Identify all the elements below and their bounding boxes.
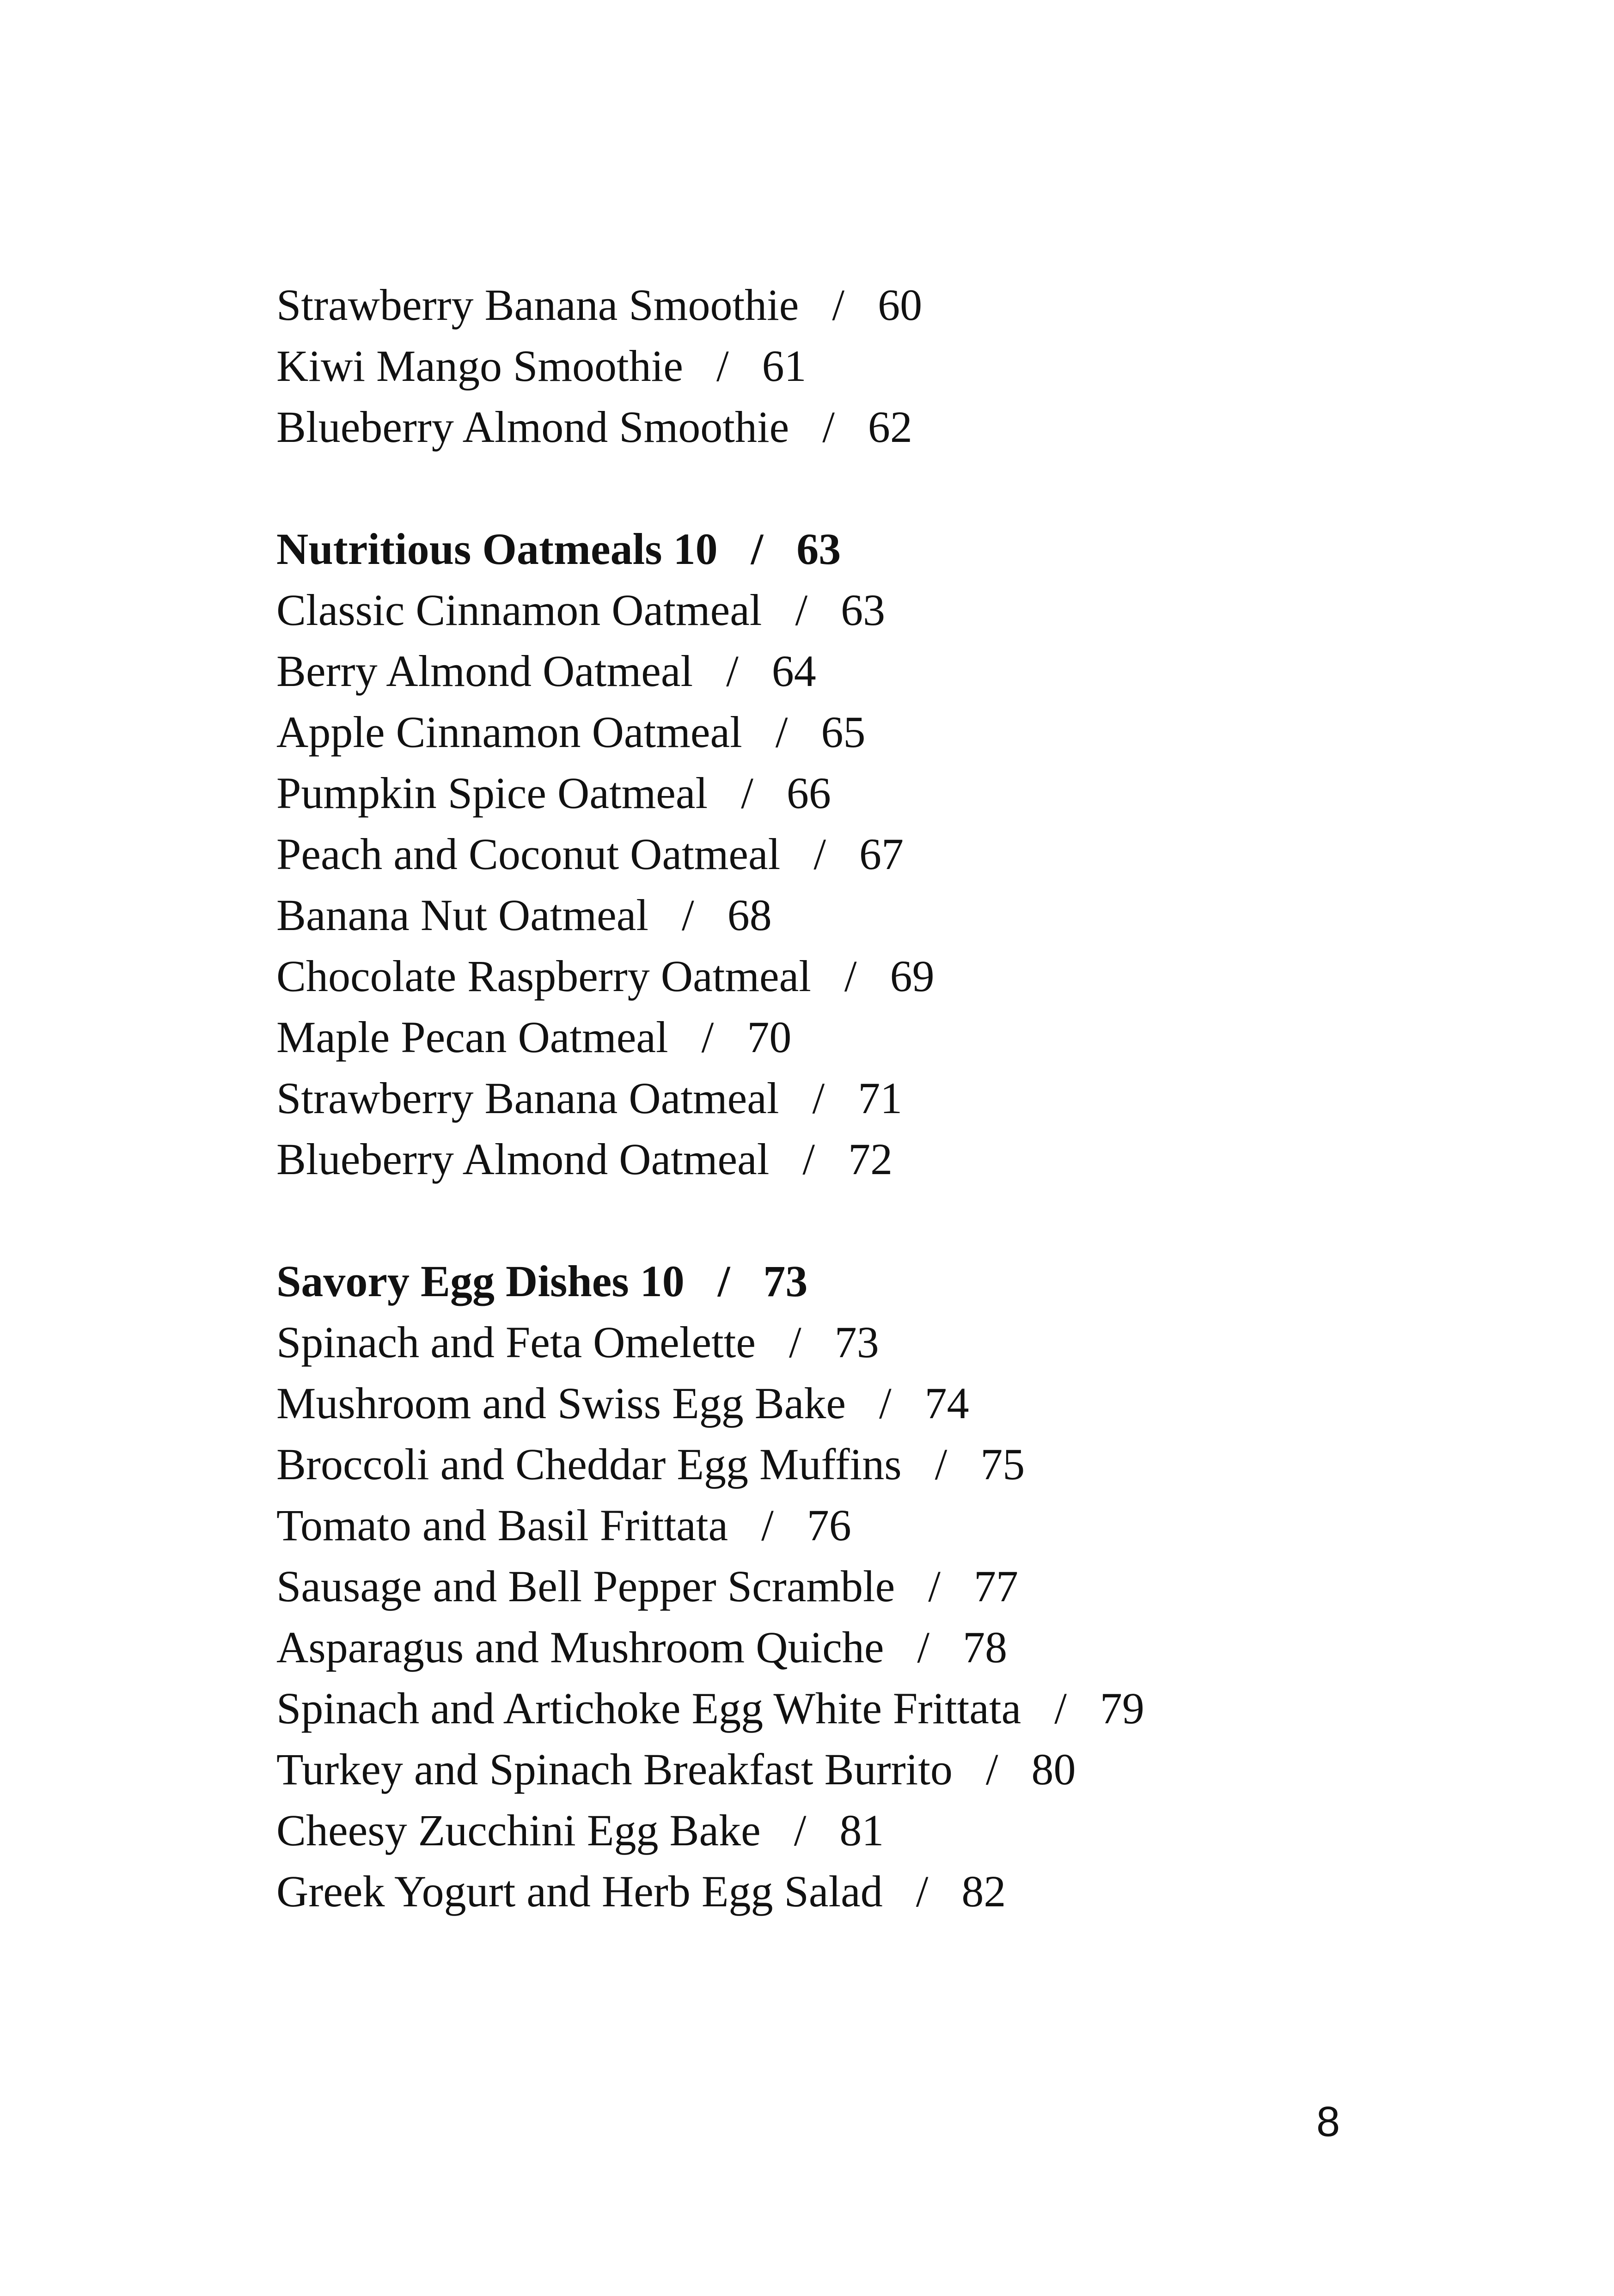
entry-title: Blueberry Almond Smoothie — [276, 402, 789, 452]
entry-page: 64 — [771, 646, 816, 696]
entry-title: Asparagus and Mushroom Quiche — [276, 1623, 884, 1672]
toc-section-heading[interactable] — [276, 1251, 1478, 1312]
entry-page: 78 — [963, 1623, 1008, 1672]
toc-entry[interactable] — [276, 702, 1478, 763]
entry-separator: / — [775, 707, 788, 757]
entry-page: 75 — [980, 1439, 1025, 1489]
entry-page: 62 — [868, 402, 912, 452]
entry-title: Classic Cinnamon Oatmeal — [276, 585, 762, 635]
entry-title: Chocolate Raspberry Oatmeal — [276, 951, 811, 1001]
entry-separator: / — [879, 1378, 892, 1428]
entry-page: 63 — [841, 585, 886, 635]
entry-title: Turkey and Spinach Breakfast Burrito — [276, 1745, 953, 1794]
toc-section-heading[interactable] — [276, 519, 1478, 580]
toc-entry[interactable] — [276, 1007, 1478, 1068]
toc-entry[interactable] — [276, 580, 1478, 641]
entry-page: 67 — [859, 829, 904, 879]
entry-title: Pumpkin Spice Oatmeal — [276, 768, 708, 818]
entry-separator: / — [822, 402, 835, 452]
toc-entry[interactable] — [276, 641, 1478, 702]
entry-page: 82 — [961, 1867, 1006, 1916]
entry-separator: / — [789, 1317, 801, 1367]
heading-title: Nutritious Oatmeals 10 — [276, 524, 718, 574]
entry-page: 61 — [762, 341, 807, 391]
entry-separator: / — [812, 1073, 825, 1123]
entry-page: 71 — [858, 1073, 903, 1123]
entry-title: Maple Pecan Oatmeal — [276, 1012, 668, 1062]
entry-title: Broccoli and Cheddar Egg Muffins — [276, 1439, 902, 1489]
heading-title: Savory Egg Dishes 10 — [276, 1256, 685, 1306]
section-spacer — [276, 1190, 1478, 1251]
entry-separator: / — [794, 1806, 807, 1855]
toc-entry[interactable] — [276, 1129, 1478, 1190]
toc-entry[interactable] — [276, 1800, 1478, 1861]
entry-title: Banana Nut Oatmeal — [276, 890, 649, 940]
entry-separator: / — [795, 585, 808, 635]
entry-page: 69 — [890, 951, 935, 1001]
entry-page: 81 — [839, 1806, 884, 1855]
toc-entry[interactable] — [276, 1861, 1478, 1922]
entry-title: Cheesy Zucchini Egg Bake — [276, 1806, 761, 1855]
entry-separator: / — [813, 829, 826, 879]
entry-separator: / — [717, 1256, 730, 1306]
entry-separator: / — [935, 1439, 948, 1489]
toc-entry[interactable] — [276, 885, 1478, 946]
entry-separator: / — [844, 951, 857, 1001]
entry-page: 72 — [848, 1134, 893, 1184]
toc-entry[interactable] — [276, 336, 1478, 397]
toc-entry[interactable] — [276, 1068, 1478, 1129]
toc-entry[interactable] — [276, 946, 1478, 1007]
entry-separator: / — [701, 1012, 714, 1062]
toc-entry[interactable] — [276, 1312, 1478, 1373]
entry-title: Blueberry Almond Oatmeal — [276, 1134, 770, 1184]
section-spacer — [276, 458, 1478, 519]
entry-separator: / — [741, 768, 753, 818]
entry-page: 80 — [1031, 1745, 1076, 1794]
toc-section — [276, 1251, 1478, 1922]
heading-page: 73 — [763, 1256, 808, 1306]
entry-title: Berry Almond Oatmeal — [276, 646, 693, 696]
toc-section — [276, 275, 1478, 458]
entry-title: Tomato and Basil Frittata — [276, 1500, 728, 1550]
entry-page: 79 — [1100, 1684, 1144, 1733]
entry-title: Strawberry Banana Smoothie — [276, 280, 799, 330]
entry-title: Peach and Coconut Oatmeal — [276, 829, 781, 879]
entry-title: Sausage and Bell Pepper Scramble — [276, 1561, 895, 1611]
entry-title: Spinach and Artichoke Egg White Frittata — [276, 1684, 1021, 1733]
toc-entry[interactable] — [276, 1617, 1478, 1678]
toc-entry[interactable] — [276, 275, 1478, 336]
entry-page: 74 — [924, 1378, 969, 1428]
entry-separator: / — [832, 280, 845, 330]
toc-entry[interactable] — [276, 1434, 1478, 1495]
toc-section — [276, 519, 1478, 1190]
entry-title: Greek Yogurt and Herb Egg Salad — [276, 1867, 883, 1916]
toc-entry[interactable] — [276, 1495, 1478, 1556]
entry-page: 70 — [747, 1012, 792, 1062]
entry-separator: / — [802, 1134, 815, 1184]
entry-separator: / — [726, 646, 739, 696]
entry-page: 60 — [878, 280, 923, 330]
entry-page: 65 — [821, 707, 866, 757]
entry-separator: / — [928, 1561, 941, 1611]
heading-page: 63 — [796, 524, 841, 574]
entry-title: Strawberry Banana Oatmeal — [276, 1073, 779, 1123]
entry-separator: / — [716, 341, 729, 391]
entry-page: 68 — [727, 890, 772, 940]
entry-separator: / — [985, 1745, 998, 1794]
page-number: 8 — [1316, 2098, 1340, 2145]
toc-entry[interactable] — [276, 1739, 1478, 1800]
entry-separator: / — [761, 1500, 774, 1550]
entry-title: Spinach and Feta Omelette — [276, 1317, 756, 1367]
entry-page: 77 — [973, 1561, 1018, 1611]
table-of-contents — [276, 275, 1478, 1922]
toc-entry[interactable] — [276, 1373, 1478, 1434]
toc-entry[interactable] — [276, 824, 1478, 885]
toc-entry[interactable] — [276, 397, 1478, 458]
entry-separator: / — [1054, 1684, 1067, 1733]
toc-entry[interactable] — [276, 1556, 1478, 1617]
toc-entry[interactable] — [276, 763, 1478, 824]
entry-separator: / — [916, 1867, 929, 1916]
entry-separator: / — [917, 1623, 930, 1672]
entry-title: Mushroom and Swiss Egg Bake — [276, 1378, 846, 1428]
entry-page: 66 — [786, 768, 831, 818]
entry-page: 76 — [807, 1500, 851, 1550]
entry-page: 73 — [834, 1317, 879, 1367]
entry-title: Apple Cinnamon Oatmeal — [276, 707, 742, 757]
toc-entry[interactable] — [276, 1678, 1478, 1739]
entry-separator: / — [682, 890, 694, 940]
entry-title: Kiwi Mango Smoothie — [276, 341, 683, 391]
entry-separator: / — [751, 524, 764, 574]
